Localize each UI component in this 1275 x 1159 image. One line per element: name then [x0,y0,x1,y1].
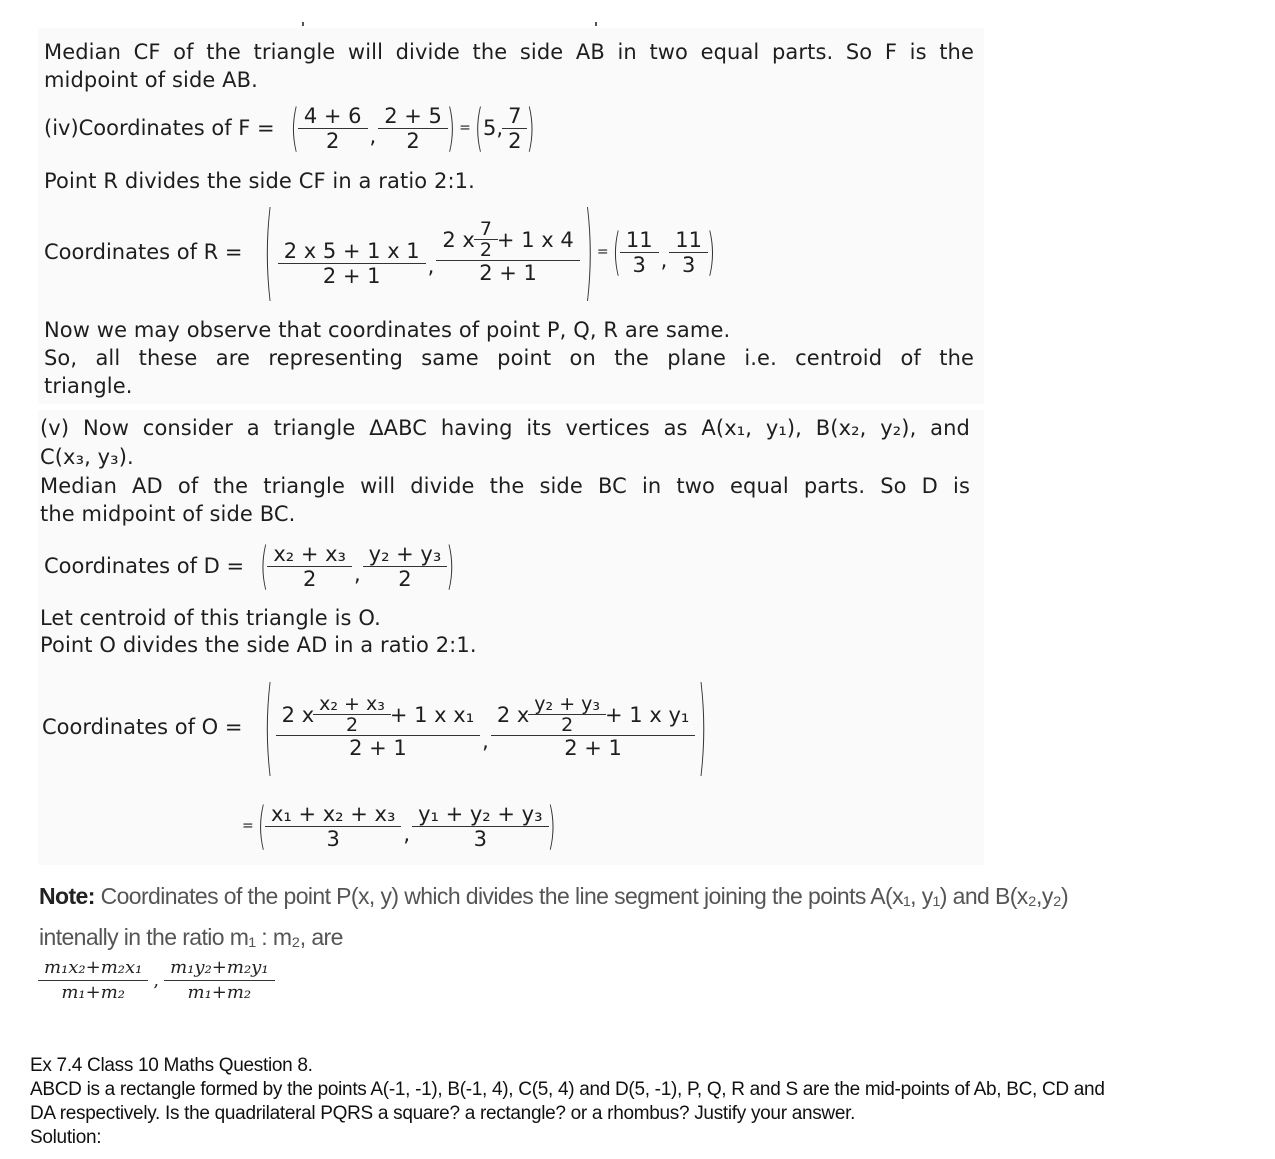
left-paren: ( [264,667,273,787]
note-label: Note: [39,883,95,909]
comma: , [153,970,160,991]
fraction: 2 x $\frac{7}{2}$ + 1 x 4 2 + 1 [439,219,576,285]
triangle-text: triangle. [44,374,133,398]
midpoint-bc-text: the midpoint of side BC. [40,502,296,526]
fraction: $\frac{\text{m₁x₂+m₂x₁}}{\text{m₁+m₂}}$ [41,956,145,1005]
comma: , [482,729,489,753]
equation-coordinates-f [44,96,535,160]
fraction: 2 x $\frac{\text{x₂ + x₃}}{2}$ + 1 x x₁ 2 + 1 [279,694,477,760]
right-paren: ) [446,99,456,157]
solution-image-panel-2 [38,410,984,865]
right-paren: ) [547,797,556,855]
equation-label: Coordinates of R = [44,240,243,264]
crop-artifact-mark [302,22,304,26]
vertex-c-text: C(x₃, y₃). [40,445,134,469]
equation-label: Coordinates of D = [44,554,245,578]
left-paren: ( [260,537,269,595]
point-r-text: Point R divides the side CF in a ratio 2:1. [44,169,475,193]
right-paren: ) [526,99,535,157]
equals-sign: = [596,244,609,260]
question-text-line-1: ABCD is a rectangle formed by the points A(-1, -1), B(-1, 4), C(5, 4) and D(5, -1), P, Q, R and S are the mid-points of Ab, BC, CD and [30,1079,1105,1100]
crop-artifact-mark [595,22,597,26]
fraction: $\frac{\text{x₁ + x₂ + x₃}}{3}$ [268,802,398,851]
left-paren: ( [612,223,621,281]
solution-image-panel-1 [38,28,984,404]
consider-triangle-text: (v) Now consider a triangle ΔABC having its vertices as A(x₁, y₁), B(x₂, y₂), and [40,416,970,440]
fraction: $\frac{7}{2}$ [505,104,524,153]
comma: , [427,254,435,278]
right-paren: ) [707,223,716,281]
equation-coordinates-d [44,534,454,598]
fraction: 2 x $\frac{\text{y₂ + y₃}}{2}$ + 1 x y₁ 2 + 1 [494,694,692,760]
section-formula [39,956,274,1005]
left-paren: ( [474,99,484,157]
fraction: $\frac{11}{3}$ [623,228,656,277]
note-line-2: intenally in the ratio m₁ : m₂, are [39,924,343,950]
equation-centroid-result [238,796,556,856]
fraction: $\frac{\text{m₁y₂+m₂y₁}}{\text{m₁+m₂}}$ [167,956,271,1005]
left-paren: ( [264,192,273,312]
centroid-text: So, all these are representing same point on the plane i.e. centroid of the [44,346,974,370]
result-value: 5, [483,116,504,140]
centroid-o-text: Let centroid of this triangle is O. [40,606,381,630]
equation-label: (iv)Coordinates of F = [44,116,275,140]
comma: , [660,248,668,272]
comma: , [403,822,411,846]
median-ad-text: Median AD of the triangle will divide the side BC in two equal parts. So D is [40,474,970,498]
fraction: $\frac{4 + 6}{2}$ [301,104,365,153]
question-text-line-2: DA respectively. Is the quadrilateral PQRS a square? a rectangle? or a rhombus? Justify your answer. [30,1103,856,1124]
comma: , [369,124,377,148]
right-paren: ) [446,537,455,595]
fraction: $\frac{\text{y₁ + y₂ + y₃}}{3}$ [415,802,545,851]
equation-coordinates-o [42,667,707,787]
equals-sign: = [242,818,254,834]
median-cf-text: Median CF of the triangle will divide the side AB in two equal parts. So F is the [44,40,974,64]
comma: , [353,562,361,586]
observation-text: Now we may observe that coordinates of point P, Q, R are same. [44,318,731,342]
right-paren: ) [584,192,593,312]
fraction: $\frac{11}{3}$ [672,228,705,277]
equals-sign: = [459,120,471,136]
left-paren: ( [290,99,299,157]
fraction: $\frac{2 + 5}{2}$ [381,104,445,153]
fraction: $\frac{2 x 5 + 1 x 1}{2 + 1}$ [281,239,423,288]
fraction: $\frac{\text{y₂ + y₃}}{2}$ [366,542,445,591]
question-title: Ex 7.4 Class 10 Maths Question 8. [30,1055,313,1076]
point-o-text: Point O divides the side AD in a ratio 2:1. [40,633,477,657]
fraction: $\frac{\text{x₂ + x₃}}{2}$ [270,542,349,591]
note-line-1: Note: Coordinates of the point P(x, y) which divides the line segment joining the points A(x₁, y₁) and B(x₂,y₂) [39,883,1069,909]
right-paren: ) [698,667,707,787]
equation-label: Coordinates of O = [42,715,243,739]
left-paren: ( [257,797,266,855]
solution-label: Solution: [30,1127,102,1148]
equation-coordinates-r [44,192,716,312]
midpoint-ab-text: midpoint of side AB. [44,68,258,92]
